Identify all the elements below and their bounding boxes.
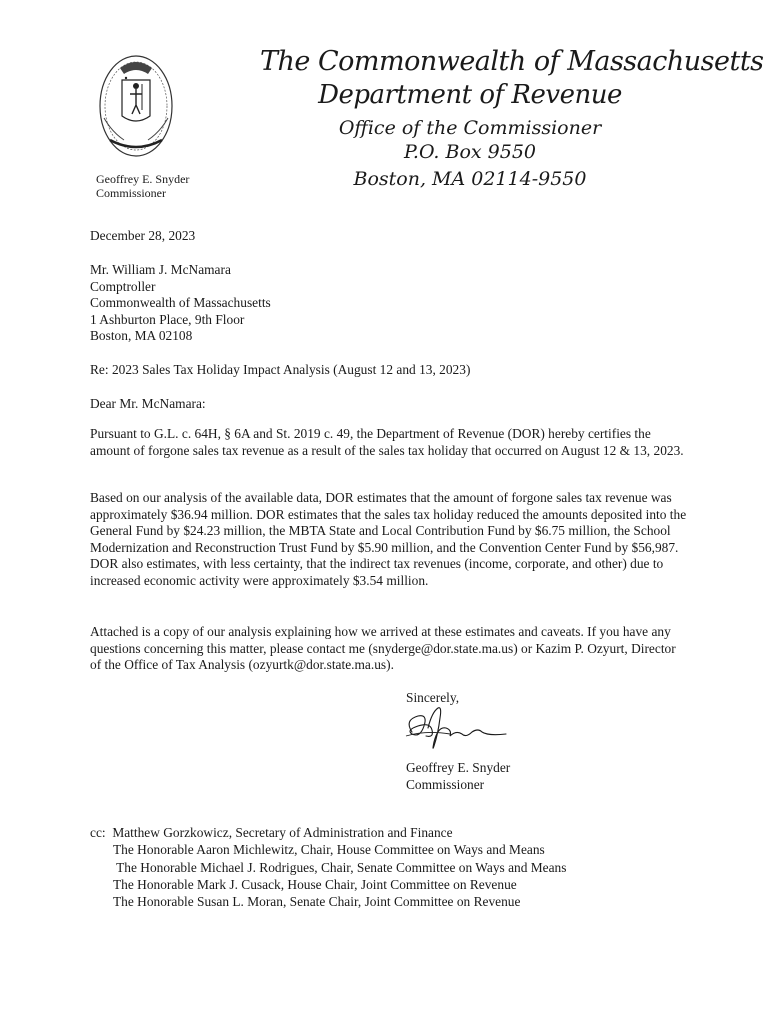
recipient-address-line1: 1 Ashburton Place, 9th Floor <box>90 311 245 327</box>
re-line: Re: 2023 Sales Tax Holiday Impact Analysis (August 12 and 13, 2023) <box>90 362 471 377</box>
sender-block <box>96 172 189 200</box>
paragraph-estimates: Based on our analysis of the available data, DOR estimates that the amount of forgone sales tax revenue was approximately $36.94 million. DOR estimates that the sales tax holiday reduced the amounts deposited into the General Fund by $24.23 million, the MBTA State and Local Contribution Fund by $6.75 million, the School Modernization and Reconstruction Trust Fund by $5.90 million, and the Convention Center Fund by $56,987. DOR also estimates, with less certainty, that the indirect tax revenues (income, corporate, and other) due to increased economic activity were approximately $3.54 million. <box>90 490 687 588</box>
recipient-org: Commonwealth of Massachusetts <box>90 295 271 310</box>
signer-name: Geoffrey E. Snyder <box>406 760 511 775</box>
letterhead-po-box: P.O. Box 9550 <box>403 141 537 163</box>
recipient-title: Comptroller <box>90 278 156 294</box>
cc-row <box>90 841 566 858</box>
recipient-address-line2: Boston, MA 02108 <box>90 328 193 343</box>
letterhead-city: Boston, MA 02114-9550 <box>353 168 587 190</box>
letter-date: December 28, 2023 <box>90 228 196 243</box>
cc-recipient: The Honorable Susan L. Moran, Senate Chair, Joint Committee on Revenue <box>113 894 521 910</box>
letterhead-commonwealth: The Commonwealth of Massachusetts <box>260 46 764 77</box>
cc-recipient: The Honorable Michael J. Rodrigues, Chair, Senate Committee on Ways and Means <box>113 859 567 875</box>
letterhead-department: Department of Revenue <box>318 80 622 110</box>
sender-title: Commissioner <box>96 186 167 200</box>
letterhead-office: Office of the Commissioner <box>338 117 602 139</box>
cc-list <box>90 824 566 910</box>
paragraph-certification: Pursuant to G.L. c. 64H, § 6A and St. 2019 c. 49, the Department of Revenue (DOR) hereby certifies the amount of forgone sales tax revenue as a result of the sales tax holiday that occurred on August 12 & 13, 2023. <box>90 426 684 458</box>
salutation: Dear Mr. McNamara: <box>90 396 206 411</box>
paragraph-contact: Attached is a copy of our analysis explaining how we arrived at these estimates and caveats. If you have any questions concerning this matter, please contact me (snyderge@dor.state.ma.us) or Kazim P. Ozyurt, Director of the Office of Tax Analysis (ozyurtk@dor.state.ma.us). <box>90 624 676 672</box>
signature-block <box>406 760 510 793</box>
recipient-address <box>90 262 690 345</box>
handwritten-signature <box>398 702 518 760</box>
signer-title: Commissioner <box>406 776 485 792</box>
cc-row <box>90 859 566 876</box>
recipient-name: Mr. William J. McNamara <box>90 262 231 277</box>
sender-name: Geoffrey E. Snyder <box>96 172 190 186</box>
cc-label: cc: <box>90 825 106 840</box>
cc-row <box>90 824 566 841</box>
cc-row <box>90 876 566 893</box>
cc-recipient: Matthew Gorzkowicz, Secretary of Administration and Finance <box>112 825 453 840</box>
cc-recipient: The Honorable Mark J. Cusack, House Chair, Joint Committee on Revenue <box>113 876 517 892</box>
cc-recipient: The Honorable Aaron Michlewitz, Chair, House Committee on Ways and Means <box>113 842 545 858</box>
cc-row <box>90 893 566 910</box>
closing: Sincerely, <box>406 690 460 705</box>
state-seal-logo <box>96 48 176 164</box>
